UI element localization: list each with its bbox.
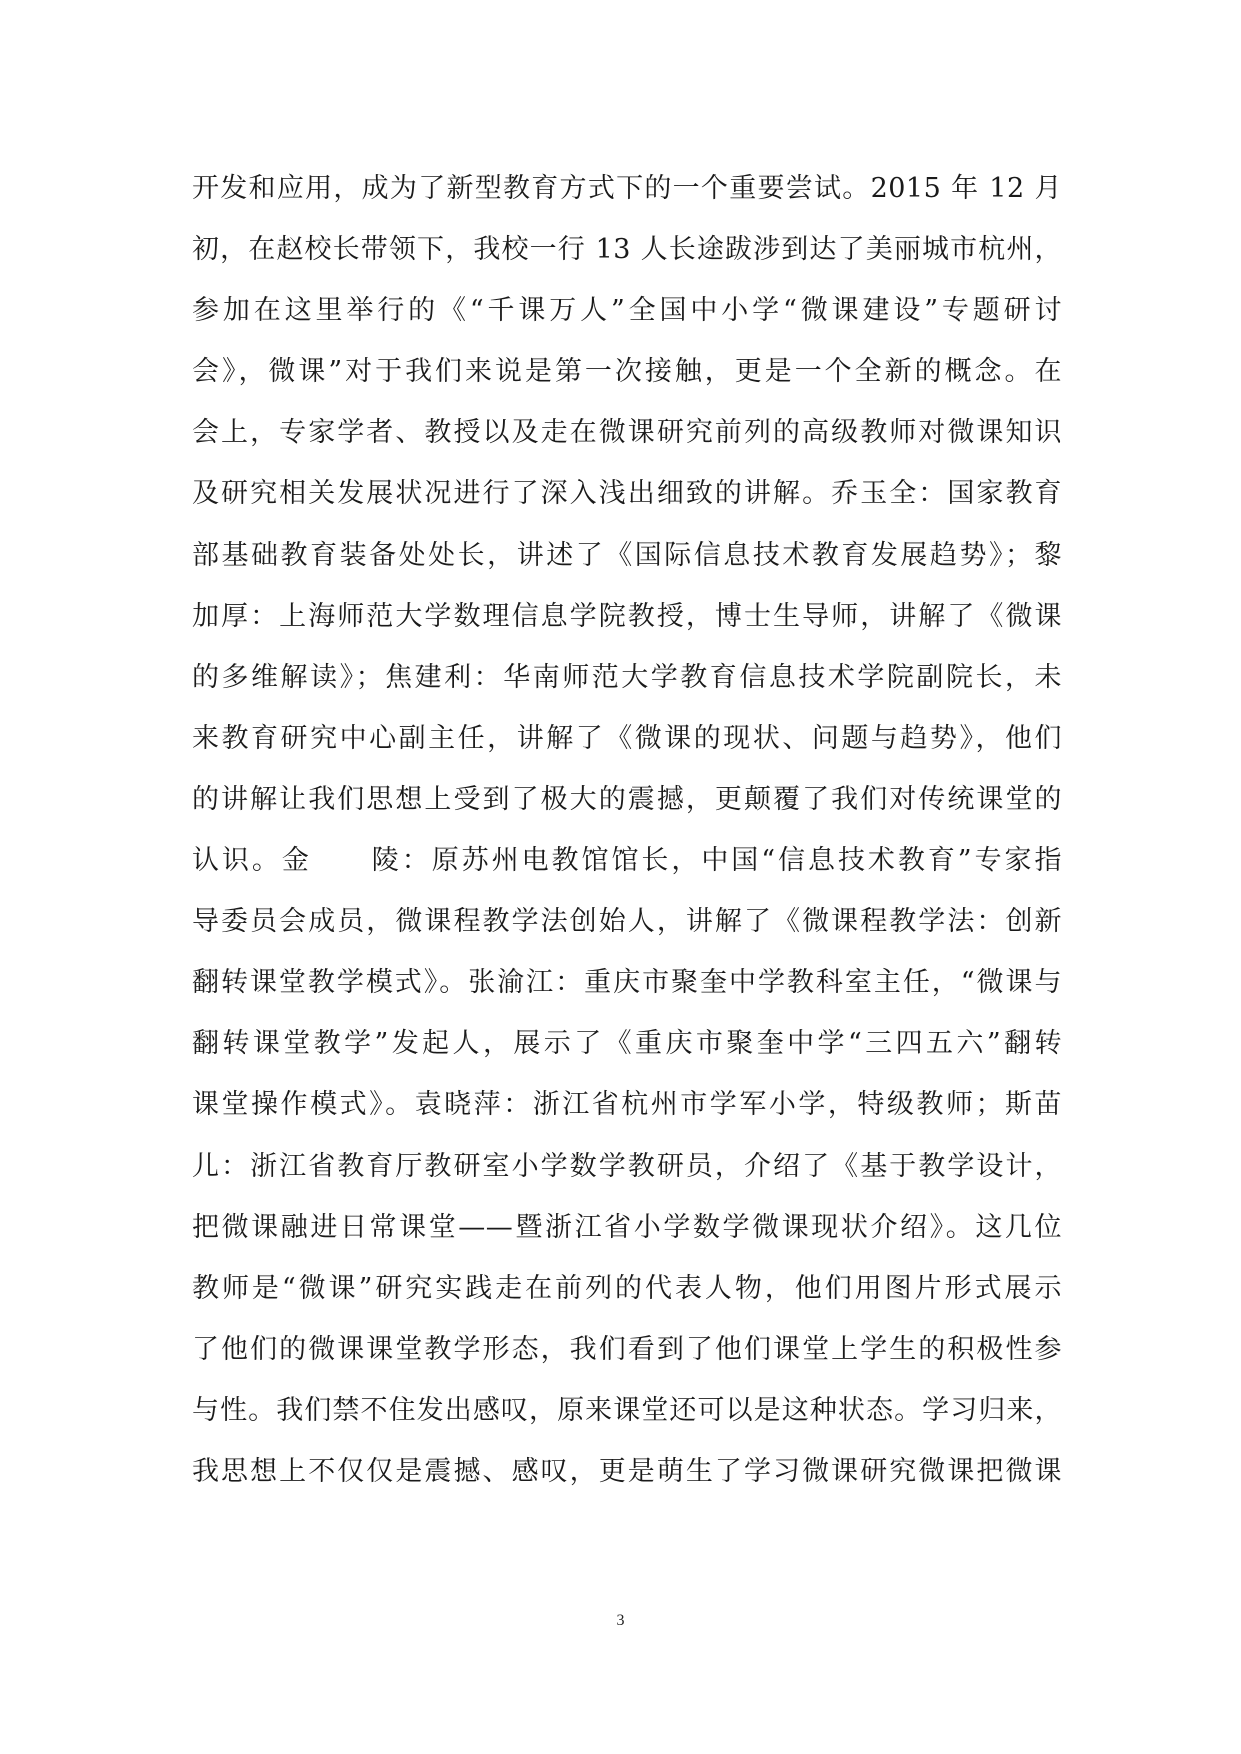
text-line: 翻转课堂教学”发起人，展示了《重庆市聚奎中学“三四五六”翻转 — [192, 1028, 1062, 1060]
text-line: 参加在这里举行的《“千课万人”全国中小学“微课建设”专题研讨 — [192, 295, 1062, 327]
text-line: 的讲解让我们思想上受到了极大的震撼，更颠覆了我们对传统课堂的 — [192, 783, 1062, 815]
text-line: 认识。金 陵：原苏州电教馆馆长，中国“信息技术教育”专家指 — [192, 845, 1062, 877]
text-line: 会上，专家学者、教授以及走在微课研究前列的高级教师对微课知识 — [192, 417, 1062, 449]
text-line: 会》，微课”对于我们来说是第一次接触，更是一个全新的概念。在 — [192, 356, 1062, 388]
text-line: 与性。我们禁不住发出感叹，原来课堂还可以是这种状态。学习归来， — [192, 1394, 1062, 1426]
text-line: 及研究相关发展状况进行了深入浅出细致的讲解。乔玉全：国家教育 — [192, 478, 1062, 510]
text-line: 翻转课堂教学模式》。张渝江：重庆市聚奎中学教科室主任，“微课与 — [192, 967, 1062, 999]
text-line: 初，在赵校长带领下，我校一行 13 人长途跋涉到达了美丽城市杭州， — [192, 234, 1062, 266]
text-line: 教师是“微课”研究实践走在前列的代表人物，他们用图片形式展示 — [192, 1272, 1062, 1304]
text-line: 的多维解读》；焦建利：华南师范大学教育信息技术学院副院长，未 — [192, 661, 1062, 693]
text-line: 来教育研究中心副主任，讲解了《微课的现状、问题与趋势》，他们 — [192, 722, 1062, 754]
page-number: 3 — [616, 1612, 625, 1629]
text-line: 课堂操作模式》。袁晓萍：浙江省杭州市学军小学，特级教师；斯苗 — [192, 1089, 1062, 1121]
text-line: 了他们的微课课堂教学形态，我们看到了他们课堂上学生的积极性参 — [192, 1333, 1062, 1365]
text-line: 部基础教育装备处处长，讲述了《国际信息技术教育发展趋势》；黎 — [192, 539, 1062, 571]
text-line: 儿：浙江省教育厅教研室小学数学教研员，介绍了《基于教学设计， — [192, 1150, 1062, 1182]
text-line: 开发和应用，成为了新型教育方式下的一个重要尝试。2015 年 12 月 — [192, 173, 1062, 204]
text-line: 把微课融进日常课堂——暨浙江省小学数学微课现状介绍》。这几位 — [192, 1211, 1062, 1243]
text-line: 我思想上不仅仅是震撼、感叹，更是萌生了学习微课研究微课把微课 — [192, 1455, 1062, 1487]
text-line: 导委员会成员，微课程教学法创始人，讲解了《微课程教学法：创新 — [192, 906, 1062, 938]
body-text — [192, 158, 1062, 1502]
text-line: 加厚：上海师范大学数理信息学院教授，博士生导师，讲解了《微课 — [192, 600, 1062, 632]
